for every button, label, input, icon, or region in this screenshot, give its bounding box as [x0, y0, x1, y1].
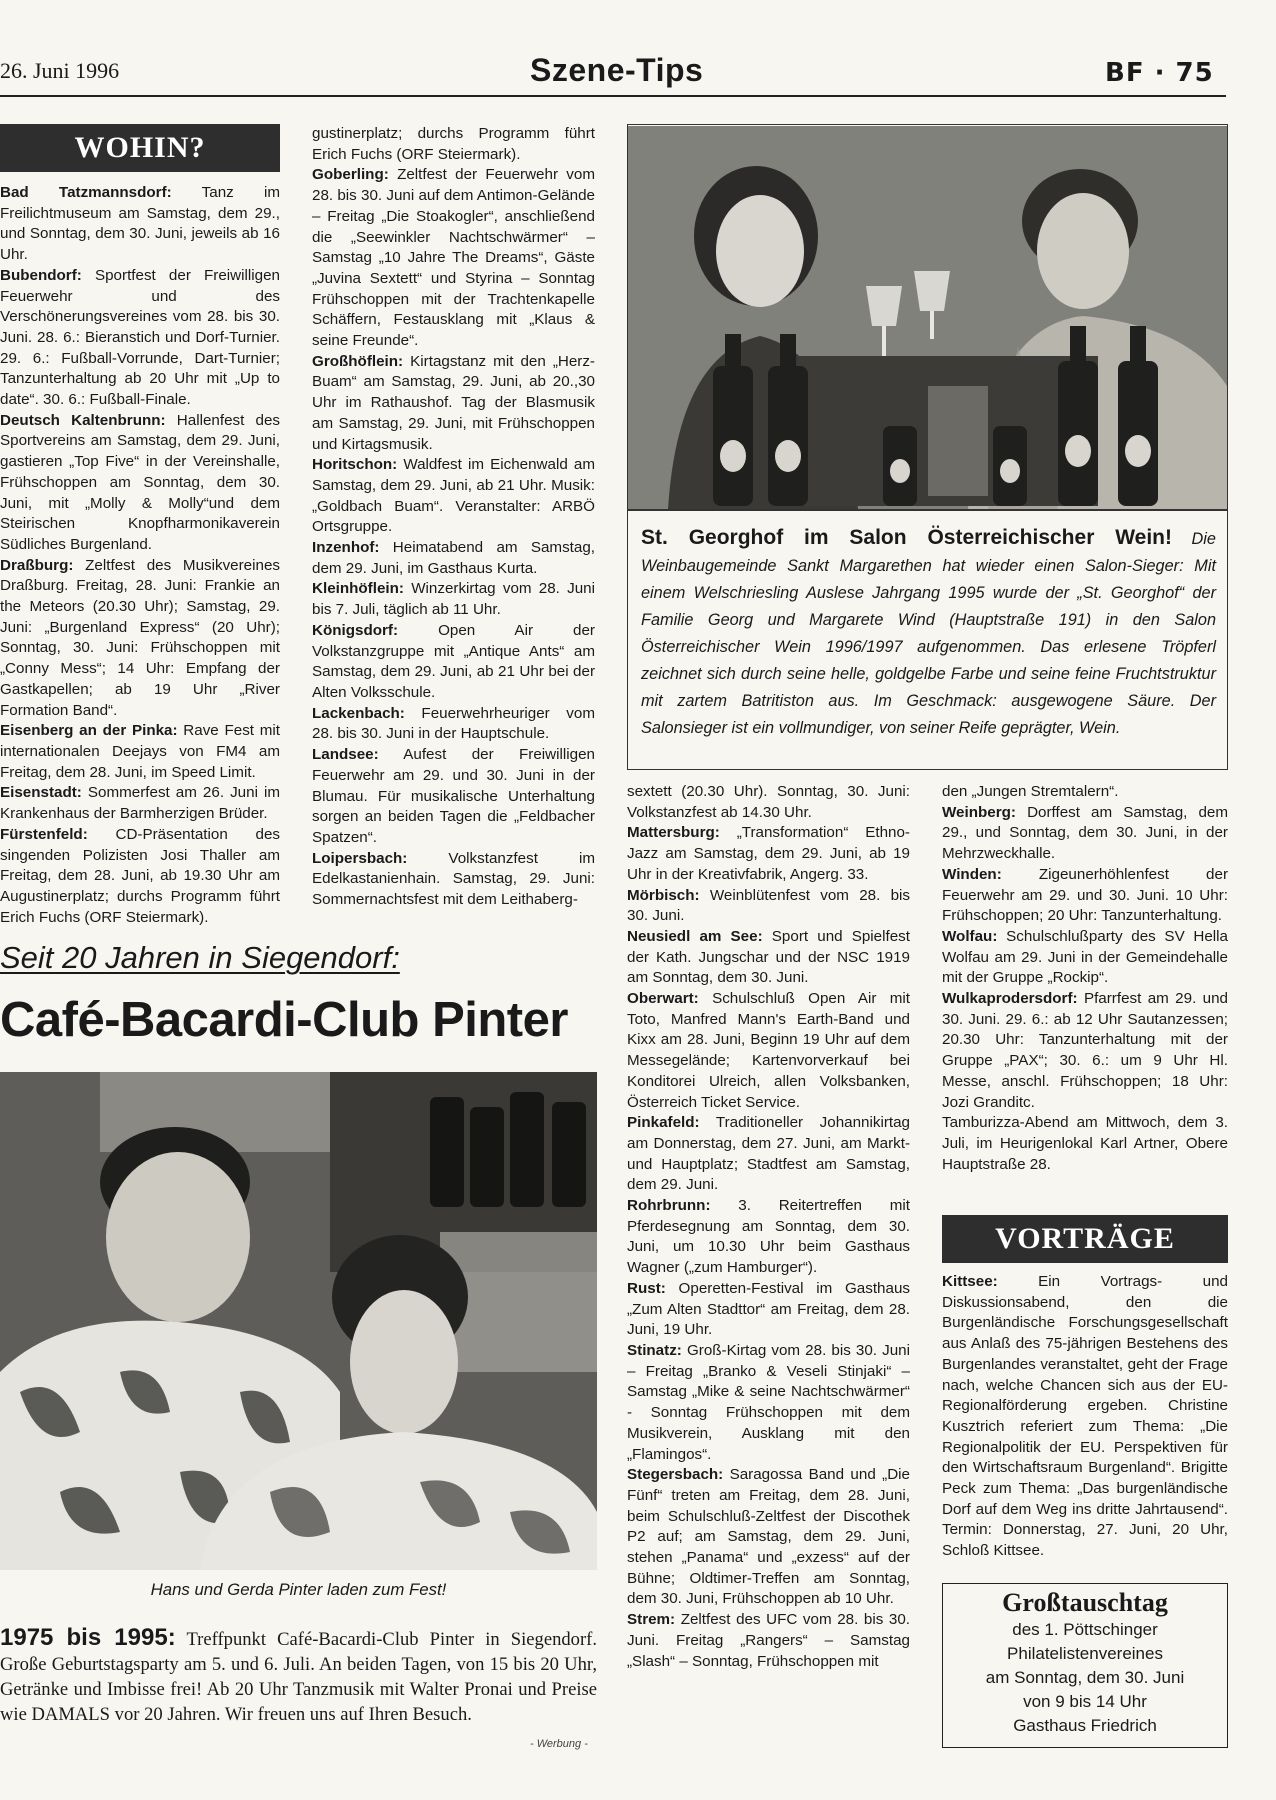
- event-place: Rohrbrunn:: [627, 1197, 711, 1215]
- event-text: Winzerkirtag vom 28. Juni bis 7. Juli, täglich ab 11 Uhr.: [312, 580, 595, 619]
- event-place: Landsee:: [312, 746, 379, 764]
- event-entry: [627, 1196, 910, 1279]
- event-place: Großhöflein:: [312, 352, 404, 370]
- event-place: Draßburg:: [0, 556, 74, 574]
- wine-photo-rule: [628, 509, 1227, 511]
- event-place: Wolfau:: [942, 927, 998, 945]
- event-place: Oberwart:: [627, 990, 699, 1008]
- wine-caption: [641, 524, 1216, 742]
- event-text: 3. Reitertreffen mit Pferdesegnung am Sonntag, dem 30. Juni, um 10.30 Uhr beim Gasthaus Wagner („zum Hamburger“).: [627, 1197, 910, 1277]
- event-entry: [312, 849, 595, 911]
- event-place: Loipersbach:: [312, 849, 408, 867]
- event-text: Pfarrfest am 29. und 30. Juni. 29. 6.: ab 12 Uhr Sautanzessen; 20.30 Uhr: Tanzunterhaltung mit der Gruppe „PAX“; 30. 6.: um 9 Uhr Hl. Messe, anschl. Frühschoppen; 18 Uhr: Jozi Granditc.: [942, 990, 1228, 1111]
- event-text: Zigeunerhöhlenfest der Feuerwehr am 29. und 30. Juni. 10 Uhr: Frühschoppen; 20 Uhr: Tanzunterhaltung.: [942, 865, 1228, 925]
- event-entry: [627, 989, 910, 1113]
- event-place: Neusiedl am See:: [627, 927, 763, 945]
- event-place: Kleinhöflein:: [312, 580, 404, 598]
- event-place: Rust:: [627, 1279, 666, 1297]
- event-place: Kittsee:: [942, 1273, 998, 1290]
- event-entry: [0, 783, 280, 824]
- event-place: Lackenbach:: [312, 704, 405, 722]
- event-text: Sportfest der Freiwilligen Feuerwehr und des Verschönerungsvereines vom 28. bis 30. Juni. 28. 6.: Bieranstich und Dorf-Turnier. 29. 6.: Fußball-Vorrunde, Dart-Turnier; Tanzunterhaltung ab 20 Uhr mit „Up to date“. 30. 6.: Fußball-Finale.: [0, 266, 280, 409]
- event-text: Heimatabend am Samstag, dem 29. Juni, im Gasthaus Kurta.: [312, 539, 595, 577]
- event-text: Ein Vortrags- und Diskussionsabend, den die Burgenländische Forschungsgesellschaft aus Anlaß des 75-jährigen Bestehens des Burgenlandes veranstaltet, geht der Frage nach, welche Chancen sich aus der EU-Regionalförderung ergeben. Christine Kusztrich referiert zum Thema: „Die Regionalpolitik der EU. Perspektiven für den Wirtschaftsraum Burgenland“. Brigitte Peck zum Thema: „Das burgenländische Dorf auf dem Weg ins dritte Jahrtausend“. Termin: Donnerstag, 27. Juni, 20 Uhr, Schloß Kittsee.: [942, 1273, 1228, 1560]
- event-text: Kirtagstanz mit den „Herz-Buam“ am Samstag, 29. Juni, ab 20.,30 Uhr im Rathaushof. Tag der Blasmusik am Samstag, 29. Juni, mit Frühschoppen und Kirtagsmusik.: [312, 352, 595, 453]
- wohin-heading: WOHIN?: [0, 124, 280, 172]
- wine-photo: [628, 126, 1227, 509]
- event-entry: [312, 745, 595, 849]
- wine-caption-title: St. Georghof im Salon Österreichischer Wein!: [641, 526, 1172, 549]
- event-entry: [0, 556, 280, 722]
- event-entry: [942, 803, 1228, 865]
- event-place: Eisenberg an der Pinka:: [0, 722, 178, 740]
- event-place: Mattersburg:: [627, 824, 720, 842]
- event-text: Aufest der Freiwilligen Feuerwehr am 29. und 30. Juni in der Blumau. Für musikalische Unterhaltung sorgen an beiden Tagen die „Feldbacher Spatzen“.: [312, 746, 595, 846]
- event-entry: [0, 266, 280, 411]
- event-entry: [942, 865, 1228, 927]
- event-text: Sommerfest am 26. Juni im Krankenhaus der Barmherzigen Brüder.: [0, 784, 280, 823]
- event-text: Traditioneller Johannikirtag am Donnerstag, dem 27. Juni, am Markt- und Hauptplatz; Stadtfest am Samstag, dem 29. Juni.: [627, 1114, 910, 1194]
- event-place: Stegersbach:: [627, 1466, 724, 1484]
- event-entry: [0, 411, 280, 556]
- swap-line: von 9 bis 14 Uhr: [1023, 1692, 1147, 1711]
- event-text: den „Jungen Stremtalern“.: [942, 783, 1119, 800]
- event-text: Groß-Kirtag vom 28. bis 30. Juni – Freitag „Branko & Veseli Stinjaki“ – Samstag „Mike & seine Nachtschwärmer“ - Sonntag Frühschoppen mit dem Musikverein, Ausklang mit den „Flamingos“.: [627, 1341, 910, 1463]
- event-place: Fürstenfeld:: [0, 825, 88, 843]
- event-place: Königsdorf:: [312, 621, 399, 639]
- event-column-4: [942, 782, 1228, 1202]
- event-entry: [312, 165, 595, 351]
- event-entry: [942, 1272, 1228, 1562]
- event-column-1: [0, 183, 280, 928]
- event-place: Strem:: [627, 1611, 676, 1629]
- event-text: „Transformation“ Ethno-Jazz am Samstag, dem 29. Juni, ab 19 Uhr in der Kreativfabrik, Angerg. 33.: [627, 824, 910, 883]
- event-place: Pinkafeld:: [627, 1114, 700, 1132]
- photo-caption: Hans und Gerda Pinter laden zum Fest!: [150, 1580, 447, 1599]
- event-place: Weinberg:: [942, 803, 1016, 821]
- ad-label: - Werbung -: [530, 1738, 588, 1750]
- event-text: Weinblütenfest vom 28. bis 30. Juni.: [627, 886, 910, 925]
- vortraege-heading: VORTRÄGE: [942, 1215, 1228, 1263]
- event-entry: [627, 782, 910, 823]
- event-place: Mörbisch:: [627, 886, 700, 904]
- feature-kicker: Seit 20 Jahren in Siegendorf:: [0, 940, 400, 975]
- event-entry: [312, 538, 595, 579]
- event-text: Volkstanzfest im Edelkastanienhain. Samstag, 29. Juni: Sommernachtsfest mit dem Leithaberg-: [312, 849, 595, 909]
- page-label: BF · 75: [1105, 58, 1214, 88]
- event-entry: [627, 823, 910, 885]
- event-entry: [627, 886, 910, 927]
- event-entry: [627, 1610, 910, 1672]
- event-text: Saragossa Band und „Die Fünf“ treten am Freitag, dem 28. Juni, beim Schulschluß-Zeltfest der Discothek P2 auf; am Samstag, dem 29. Juni, stehen „Panama“ und „exzess“ auf der Bühne; Oldtimer-Treffen am Sonntag, dem 30. Juni, Frühschoppen ab 10 Uhr.: [627, 1466, 910, 1608]
- event-entry: [0, 825, 280, 928]
- feature-text: Treffpunkt Café-Bacardi-Club Pinter in Siegendorf. Große Geburtstagsparty am 5. und 6. Juli. An beiden Tagen, von 15 bis 20 Uhr, Getränke und Imbisse frei! Ab 20 Uhr Tanzmusik mit Walter Pronai und Preise wie DAMALS vor 20 Jahren. Wir freuen uns auf Ihren Besuch.: [0, 1629, 597, 1725]
- event-entry: [312, 455, 595, 538]
- event-place: Wulkaprodersdorf:: [942, 990, 1078, 1008]
- event-place: Inzenhof:: [312, 539, 380, 557]
- event-place: Deutsch Kaltenbrunn:: [0, 411, 166, 429]
- event-text: Schulschlußparty des SV Hella Wolfau am 29. Juni in der Gemeindehalle mit der Gruppe „Rockip“.: [942, 927, 1228, 987]
- event-entry: [627, 1341, 910, 1465]
- event-text: Tamburizza-Abend am Mittwoch, dem 3. Juli, im Heurigenlokal Karl Artner, Obere Hauptstraße 28.: [942, 1114, 1228, 1173]
- swap-title: Großtauschtag: [1002, 1588, 1168, 1617]
- event-entry: [942, 927, 1228, 989]
- wine-caption-body: Die Weinbaugemeinde Sankt Margarethen hat wieder einen Salon-Sieger: Mit einem Welschriesling Auslese Jahrgang 1995 wurde der „St. Georghof“ der Familie Georg und Margarete Wind (Hauptstraße 191) in den Salon Österreichischer Wein 1996/1997 aufgenommen. Das erlesene Tröpferl zeichnet sich durch seine helle, goldgelbe Farbe und seine feine Fruchtstruktur mit zartem Batritiston aus. Im Geschmack: ausgewogene Säure. Der Salonsieger ist ein vollmundiger, von seiner Reife geprägter, Wein.: [641, 530, 1216, 737]
- event-text: Zeltfest des Musikvereines Draßburg. Freitag, 28. Juni: Frankie an the Meteors (20.30 Uhr); Samstag, 29. Juni: „Burgenland Express“ (20 Uhr); Sonntag, 30. Juni: Frühschoppen mit „Conny Mess“; 14 Uhr: Empfang der Gastkapellen; ab 19 Uhr „River Formation Band“.: [0, 556, 280, 719]
- event-place: Horitschon:: [312, 456, 398, 474]
- event-entry: [942, 782, 1228, 803]
- event-text: Zeltfest der Feuerwehr vom 28. bis 30. Juni auf dem Antimon-Gelände – Freitag „Die Stoakogler“, anschließend die „Seewinkler Nachtschwärmer“ – Samstag „10 Jahre The Dreams“, Gäste „Juvina Sextett“ und Styrina – Sonntag Frühschoppen mit der Trachtenkapelle Schäffern, Festausklang mit „Klaus & seine Freunde“.: [312, 166, 595, 350]
- event-entry: [942, 989, 1228, 1113]
- event-place: Winden:: [942, 865, 1002, 883]
- event-entry: [312, 579, 595, 620]
- swap-line: des 1. Pöttschinger: [1012, 1620, 1158, 1639]
- section-title: Szene-Tips: [530, 52, 704, 88]
- event-place: Goberling:: [312, 166, 389, 184]
- issue-date: 26. Juni 1996: [0, 58, 120, 83]
- event-text: Tanz im Freilichtmuseum am Samstag, dem 29., und Sonntag, dem 30. Juni, jeweils ab 16 Uhr.: [0, 184, 280, 264]
- pinter-photo: [0, 1072, 597, 1570]
- event-text: CD-Präsentation des singenden Polizisten Josi Thaller am Freitag, dem 28. Juni, ab 19.30 Uhr am Augustinerplatz; durchs Programm führt Erich Fuchs (ORF Steiermark).: [0, 825, 280, 926]
- event-entry: [627, 1279, 910, 1341]
- event-text: Feuerwehrheuriger vom 28. bis 30. Juni in der Hauptschule.: [312, 704, 595, 743]
- event-text: Operetten-Festival im Gasthaus „Zum Alten Stadttor“ am Freitag, dem 28. Juni, 19 Uhr.: [627, 1279, 910, 1339]
- event-entry: [627, 1465, 910, 1610]
- header-rule: [0, 95, 1226, 97]
- swap-meet-box: [942, 1583, 1228, 1748]
- event-entry: [312, 621, 595, 704]
- event-text: gustinerplatz; durchs Programm führt Erich Fuchs (ORF Steiermark).: [312, 125, 595, 163]
- event-text: Waldfest im Eichenwald am Samstag, dem 29. Juni, ab 21 Uhr. Musik: „Goldbach Buam“. Veranstalter: ARBÖ Ortsgruppe.: [312, 456, 595, 536]
- swap-line: Gasthaus Friedrich: [1013, 1716, 1157, 1735]
- feature-headline: Café-Bacardi-Club Pinter: [0, 993, 568, 1047]
- swap-line: am Sonntag, dem 30. Juni: [985, 1668, 1185, 1687]
- event-entry: [627, 927, 910, 989]
- event-place: Bad Tatzmannsdorf:: [0, 184, 172, 201]
- event-entry: [0, 721, 280, 783]
- event-text: Dorffest am Samstag, dem 29., und Sonntag, dem 30. Juni, in der Mehrzweckhalle.: [942, 803, 1228, 863]
- event-place: Bubendorf:: [0, 266, 82, 284]
- vortraege-column: [942, 1272, 1228, 1572]
- event-text: Hallenfest des Sportvereins am Samstag, dem 29. Juni, gastieren „Top Five“ in der Vereinshalle, Frühschoppen am Sonntag, dem 30. Juni, mit „Molly & Molly“und dem Steirischen Knopfharmonikaverein Südliches Burgenland.: [0, 411, 280, 553]
- feature-lead: 1975 bis 1995:: [0, 1624, 176, 1651]
- event-entry: [942, 1113, 1228, 1175]
- event-text: Schulschluß Open Air mit Toto, Manfred Mann's Earth-Band und Kixx am 28. Juni, Beginn 19 Uhr auf dem Messegelände; Kartenvorverkauf bei Konditorei Ulreich, allen Volksbanken, Österreich Ticket Service.: [627, 990, 910, 1111]
- event-place: Stinatz:: [627, 1341, 682, 1359]
- event-text: sextett (20.30 Uhr). Sonntag, 30. Juni: Volkstanzfest ab 14.30 Uhr.: [627, 783, 910, 821]
- event-entry: [312, 124, 595, 165]
- event-entry: [0, 183, 280, 266]
- event-entry: [627, 1113, 910, 1196]
- event-text: Sport und Spielfest der Kath. Jungschar und der NSC 1919 am Sonntag, dem 30. Juni.: [627, 927, 910, 987]
- swap-line: Philatelistenvereines: [1007, 1644, 1163, 1663]
- event-text: Open Air der Volkstanzgruppe mit „Antique Ants“ am Samstag, dem 29. Juni, ab 21 Uhr bei der Alten Volksschule.: [312, 621, 595, 701]
- event-entry: [312, 704, 595, 745]
- event-column-2: [312, 124, 595, 929]
- event-text: Rave Fest mit internationalen Deejays von FM4 am Freitag, dem 28. Juni, im Speed Limit.: [0, 722, 280, 781]
- event-entry: [312, 352, 595, 456]
- event-text: Zeltfest des UFC vom 28. bis 30. Juni. Freitag „Rangers“ – Samstag „Slash“ – Sonntag, Frühschoppen mit: [627, 1611, 910, 1670]
- event-place: Eisenstadt:: [0, 784, 82, 802]
- event-column-3: [627, 782, 910, 1750]
- feature-body: [0, 1625, 597, 1727]
